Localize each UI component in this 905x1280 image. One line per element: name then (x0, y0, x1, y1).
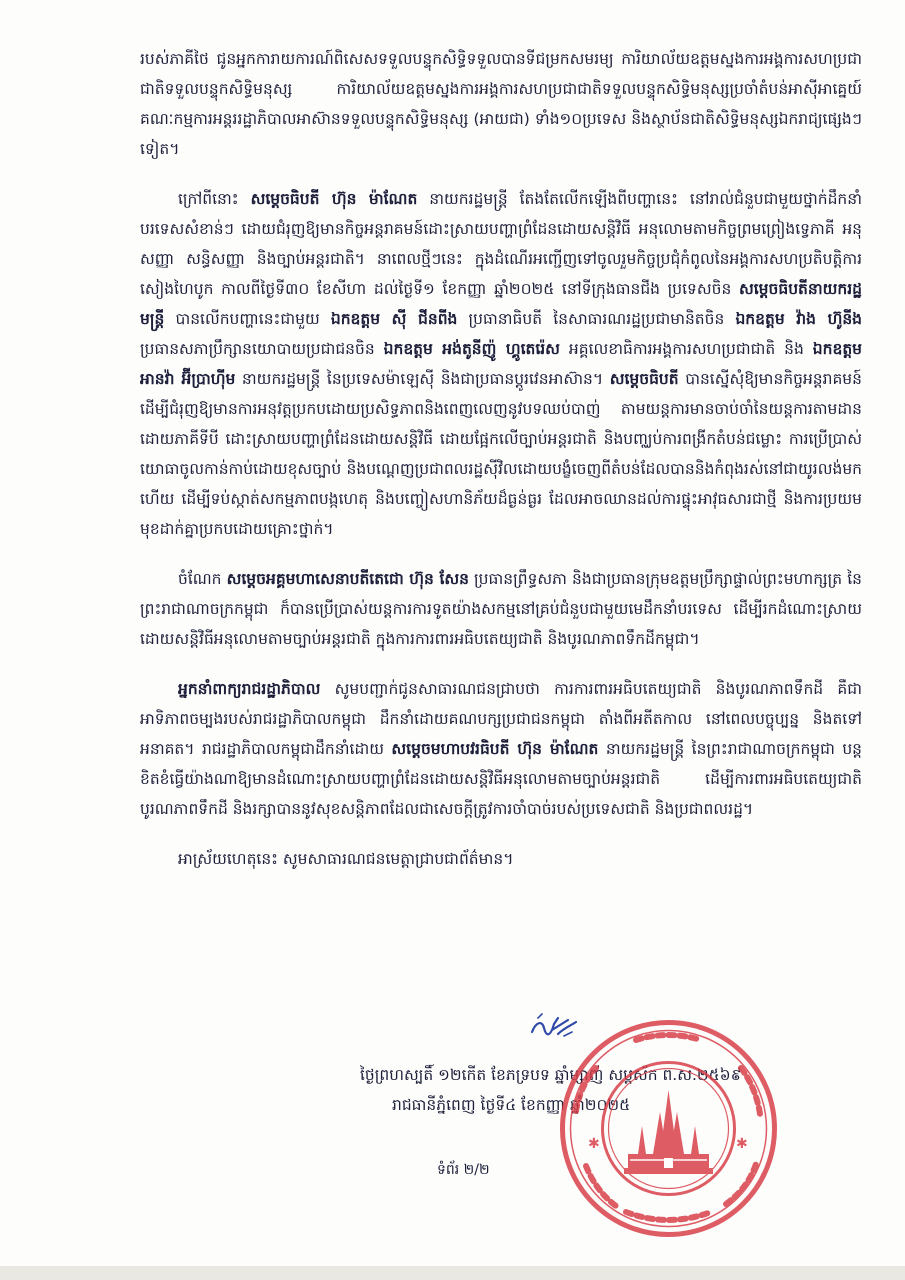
scan-bottom-edge (0, 1266, 905, 1280)
paragraph-4 (140, 674, 862, 824)
highlighted-name: សម្តេចធិបតី (609, 370, 679, 388)
page-number: ទំព័រ ២/២ (437, 1162, 490, 1178)
text-segment: នាយករដ្ឋមន្ត្រី តែងតែលើកឡើងពីបញ្ហានេះ នៅរាល់ជំនួបជាមួយថ្នាក់ដឹកនាំបរទេសសំខាន់ៗ ដោយជំរុញឱ្យមានកិច្ចអន្តរាគមន៍ដោះស្រាយបញ្ហាព្រំដែនដោយសន្តិវិធី អនុលោមតាមកិច្ចព្រមព្រៀងទ្វេភាគី អនុសញ្ញា សន្ធិសញ្ញា និងច្បាប់អន្តរជាតិ។ នាពេលថ្មីៗនេះ ក្នុងដំណើរអញ្ជើញទៅចូលរួមកិច្ចប្រជុំកំពូលនៃអង្គការសហប្រតិបត្តិការសៀងហៃបូក កាលពីថ្ងៃទី៣០ ខែសីហា ដល់ថ្ងៃទី១ ខែកញ្ញា ឆ្នាំ២០២៥ នៅទីក្រុងធានជីង ប្រទេសចិន (140, 190, 863, 298)
highlighted-name: អ្នកនាំពាក្យរាជរដ្ឋាភិបាល (178, 680, 321, 698)
highlighted-name: សម្តេចធិបតី ហ៊ុន ម៉ាណែត (250, 190, 418, 208)
highlighted-name: ឯកឧត្តម ស៊ី ជីនពីង (330, 310, 458, 328)
svg-text:✱: ✱ (588, 1136, 600, 1152)
text-segment: ប្រធានព្រឹទ្ធសភា និងជាប្រធានក្រុមឧត្តមប្រឹក្សាផ្ទាល់ព្រះមហាក្សត្រ នៃព្រះរាជាណាចក្រកម្ពុជា ក៏បានប្រើប្រាស់យន្តការការទូតយ៉ាងសកម្មនៅគ្រប់ជំនួបជាមួយមេដឹកនាំបរទេស ដើម្បីរកដំណោះស្រាយដោយសន្តិវិធីអនុលោមតាមច្បាប់អន្តរជាតិ ក្នុងការការពារអធិបតេយ្យជាតិ និងបូរណភាពទឹកដីកម្ពុជា។ (140, 570, 862, 648)
date-solar: រាជធានីភ្នំពេញ ថ្ងៃទី៤ ខែកញ្ញា ឆ្នាំ២០២៥ (392, 1096, 631, 1114)
highlighted-name: ឯកឧត្តម វ៉ាង ហ៊ូនីង (735, 310, 863, 328)
highlighted-name: ឯកឧត្តម អានវ៉ា អ៊ីប្រាហ៊ីម (140, 340, 862, 388)
text-segment: ប្រធានាធិបតី នៃសាធារណរដ្ឋប្រជាមានិតចិន (457, 310, 736, 328)
closing-line: អាស្រ័យហេតុនេះ សូមសាធារណជនមេត្តាជ្រាបជាព័ត៌មាន។ (178, 850, 514, 868)
document-body (140, 44, 862, 894)
highlighted-name: សម្តេចមហាបវរធិបតី ហ៊ុន ម៉ាណែត (391, 740, 599, 758)
text-segment: បានលើកបញ្ហានេះជាមួយ (164, 310, 331, 328)
paragraph-3 (140, 564, 862, 654)
text-segment: សូមបញ្ជាក់ជូនសាធារណជនជ្រាបថា ការការពារអធិបតេយ្យជាតិ និងបូរណភាពទឹកដី គឺជាអាទិភាពចម្បងរបស់រាជរដ្ឋាភិបាលកម្ពុជា ដឹកនាំដោយគណបក្សប្រជាជនកម្ពុជា តាំងពីអតីតកាល នៅពេលបច្ចុប្បន្ន និងតទៅអនាគត។ រាជរដ្ឋាភិបាលកម្ពុជាដឹកនាំដោយ (140, 680, 862, 758)
text-segment: បានស្នើសុំឱ្យមានកិច្ចអន្តរាគមន៍ ដើម្បីជំរុញឱ្យមានការអនុវត្តប្រកបដោយប្រសិទ្ធភាពនិងពេញលេញនូវបទឈប់បាញ់ តាមយន្តការមានចាប់ចាំនៃយន្តការតាមដានដោយភាគីទីបី ដោះស្រាយបញ្ហាព្រំដែនដោយសន្តិវិធី ដោយផ្អែកលើច្បាប់អន្តរជាតិ និងបញ្ឈប់ការពង្រីកតំបន់ជម្លោះ ការប្រើប្រាស់យោធាចូលកាន់កាប់ដោយខុសច្បាប់ និងបណ្តេញប្រជាពលរដ្ឋស៊ីវិលដោយបង្ខំចេញពីតំបន់ដែលបាននិងកំពុងរស់នៅជាយូរលង់មកហើយ ដើម្បីទប់ស្កាត់សកម្មភាពបង្កហេតុ និងបញ្ចៀសហានិភ័យដ៏ធ្ងន់ធ្ងរ ដែលអាចឈានដល់ការផ្ទុះអាវុធសារជាថ្មី និងការប្រយមមុខដាក់គ្នាប្រកបដោយគ្រោះថ្នាក់។ (140, 370, 862, 538)
text-segment: នាយករដ្ឋមន្ត្រី នៃប្រទេសម៉ាឡេស៊ី និងជាប្រធានប្តូរវេនអាស៊ាន។ (235, 370, 610, 388)
official-seal-icon (556, 1016, 781, 1241)
text-segment: ក្រៅពីនោះ (178, 190, 251, 208)
highlighted-name: សម្តេចអគ្គមហាសេនាបតីតេជោ ហ៊ុន សែន (226, 570, 469, 588)
date-lunar: ថ្ងៃព្រហស្បតិ៍ ១២កើត ខែភទ្របទ ឆ្នាំម្សាញ់ សប្តស័ក ព.ស.២៥៦៩ (360, 1066, 742, 1084)
svg-text:✱: ✱ (736, 1136, 748, 1152)
text-segment: ប្រធានសភាប្រឹក្សានយោបាយប្រជាជនចិន (140, 340, 384, 358)
paragraph-1 (140, 44, 862, 164)
text-segment: ចំណែក (178, 570, 227, 588)
highlighted-name: ឯកឧត្តម អង់តូនីញ៉ូ ហ្គូតេរ៉េស (383, 340, 560, 358)
text-segment: របស់ភាគីថៃ ជូនអ្នកការាយការណ៍ពិសេសទទួលបន្ទុកសិទ្ធិទទួលបានទីជម្រកសមរម្យ ការិយាល័យឧត្តមស្នងការអង្គការសហប្រជាជាតិទទួលបន្ទុកសិទ្ធិមនុស្ស ការិយាល័យឧត្តមស្នងការអង្គការសហប្រជាជាតិទទួលបន្ទុកសិទ្ធិមនុស្សប្រចាំតំបន់អាស៊ីអាគ្នេយ៍ គណៈកម្មការអន្តររដ្ឋាភិបាលអាស៊ានទទួលបន្ទុកសិទ្ធិមនុស្ស (អាយជា) ទាំង១០ប្រទេស និងស្ថាប័នជាតិសិទ្ធិមនុស្សឯករាជ្យផ្សេងៗទៀត។ (140, 50, 862, 158)
paragraph-2 (140, 184, 862, 544)
text-segment: នាយករដ្ឋមន្ត្រី នៃព្រះរាជាណាចក្រកម្ពុជា បន្តខិតខំធ្វើយ៉ាងណាឱ្យមានដំណោះស្រាយបញ្ហាព្រំដែនដោយសន្តិវិធីអនុលោមតាមច្បាប់អន្តរជាតិ ដើម្បីការពារអធិបតេយ្យជាតិ បូរណភាពទឹកដី និងរក្សាបាននូវសុខសន្តិភាពដែលជាសេចក្តីត្រូវការចាំបាច់របស់ប្រទេសជាតិ និងប្រជាពលរដ្ឋ។ (140, 740, 863, 818)
highlighted-name: សម្តេចធិបតីនាយករដ្ឋមន្ត្រី (140, 280, 862, 328)
text-segment: អគ្គលេខាធិការអង្គការសហប្រជាជាតិ និង (559, 340, 813, 358)
